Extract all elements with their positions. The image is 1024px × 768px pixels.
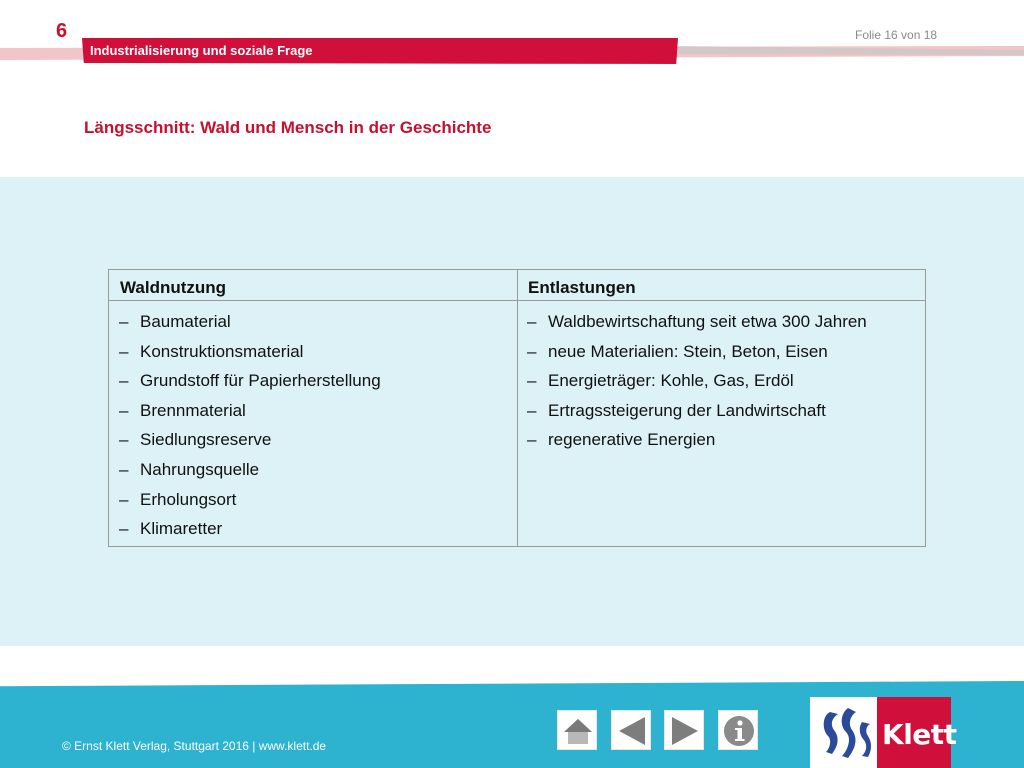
home-icon xyxy=(558,711,598,751)
list-item xyxy=(118,341,498,363)
list-item-text: regenerative Energien xyxy=(548,430,716,450)
klett-logo-text: Klett xyxy=(882,718,957,751)
dash-bullet: – xyxy=(119,341,129,361)
info-icon xyxy=(719,711,759,751)
dash-bullet: – xyxy=(119,489,129,509)
list-item xyxy=(118,489,498,511)
home-button[interactable] xyxy=(557,710,597,750)
list-item xyxy=(118,518,498,540)
header-divider xyxy=(109,300,925,301)
dash-bullet: – xyxy=(119,430,129,450)
chapter-title: Industrialisierung und soziale Frage xyxy=(90,43,313,58)
slide-title: Längsschnitt: Wald und Mensch in der Geschichte xyxy=(84,118,492,137)
list-item xyxy=(118,370,498,392)
slide-counter: Folie 16 von 18 xyxy=(855,28,938,42)
klett-mark-icon xyxy=(818,702,874,764)
list-item xyxy=(118,459,498,481)
dash-bullet: – xyxy=(527,400,537,420)
dash-bullet: – xyxy=(527,312,537,331)
list-item-text: Energieträger: Kohle, Gas, Erdöl xyxy=(548,371,794,391)
list-item-text: Brennmaterial xyxy=(140,400,246,420)
dash-bullet: – xyxy=(119,371,129,391)
list-item xyxy=(118,429,498,451)
list-item xyxy=(526,341,906,363)
waldnutzung-list xyxy=(118,311,498,548)
dash-bullet: – xyxy=(527,341,537,361)
list-item-text: Klimaretter xyxy=(140,519,223,539)
dash-bullet: – xyxy=(119,312,129,331)
table-header-entlastungen: Entlastungen xyxy=(528,278,636,297)
list-item-text: Erholungsort xyxy=(140,489,237,509)
list-item-text: neue Materialien: Stein, Beton, Eisen xyxy=(548,341,828,361)
list-item xyxy=(526,429,906,451)
triangle-left-icon xyxy=(612,711,652,751)
entlastungen-list xyxy=(526,311,906,459)
column-divider xyxy=(517,270,518,546)
comparison-table xyxy=(108,269,926,547)
triangle-right-icon xyxy=(665,711,705,751)
copyright-text: © Ernst Klett Verlag, Stuttgart 2016 | www.klett.de xyxy=(62,739,327,753)
list-item-text: Nahrungsquelle xyxy=(140,459,260,479)
next-slide-button[interactable] xyxy=(664,710,704,750)
list-item-text: Konstruktionsmaterial xyxy=(140,341,304,361)
list-item xyxy=(526,311,906,333)
list-item xyxy=(118,311,498,333)
dash-bullet: – xyxy=(527,371,537,391)
list-item-text: Baumaterial xyxy=(140,312,231,331)
list-item xyxy=(526,370,906,392)
table-header-waldnutzung: Waldnutzung xyxy=(120,278,227,297)
dash-bullet: – xyxy=(119,459,129,479)
list-item xyxy=(526,400,906,422)
chapter-number: 6 xyxy=(56,20,68,42)
previous-slide-button[interactable] xyxy=(611,710,651,750)
info-button[interactable] xyxy=(718,710,758,750)
list-item xyxy=(118,400,498,422)
dash-bullet: – xyxy=(119,519,129,539)
list-item-text: Ertragssteigerung der Landwirtschaft xyxy=(548,400,826,420)
dash-bullet: – xyxy=(119,400,129,420)
list-item-text: Siedlungsreserve xyxy=(140,430,272,450)
list-item-text: Waldbewirtschaftung seit etwa 300 Jahren xyxy=(548,312,867,331)
list-item-text: Grundstoff für Papierherstellung xyxy=(140,371,381,391)
dash-bullet: – xyxy=(527,430,537,450)
